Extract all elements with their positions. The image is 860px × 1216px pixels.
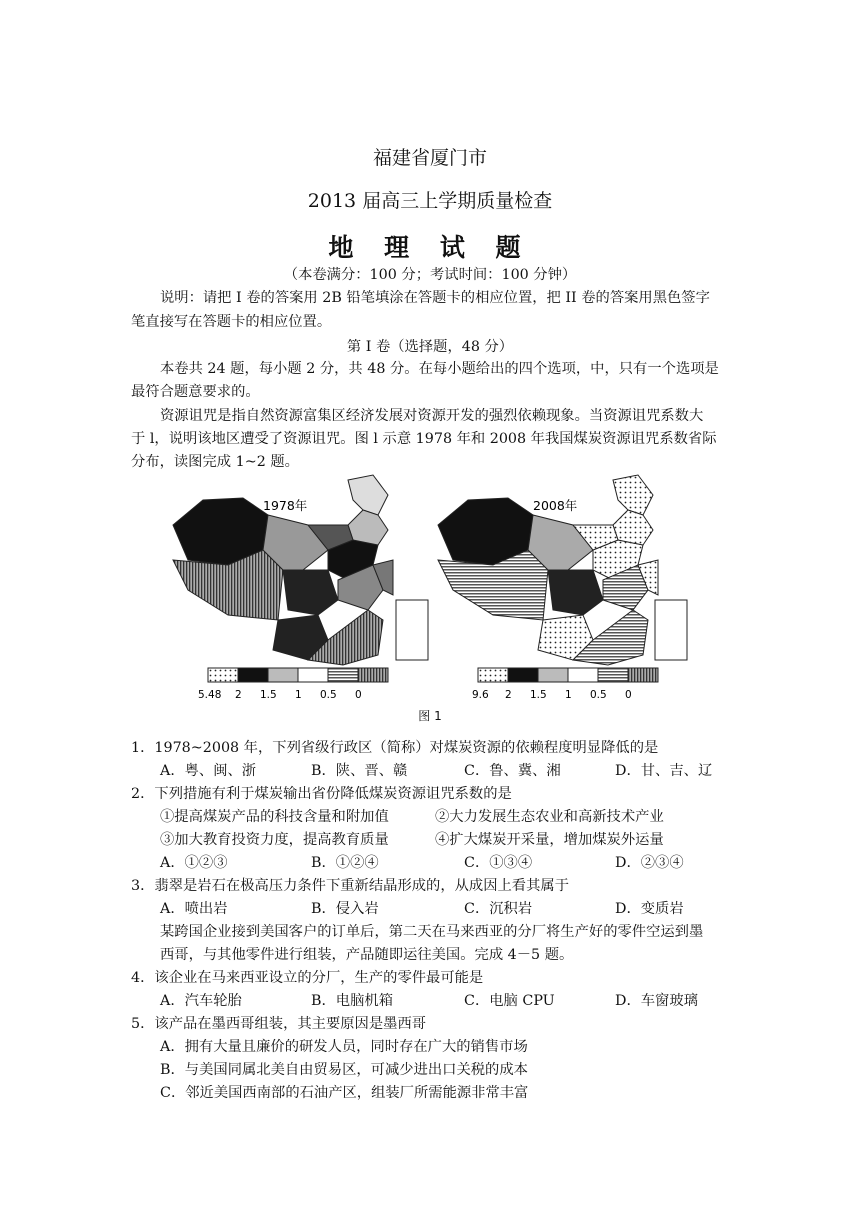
figure-caption: 图 1 <box>418 709 442 723</box>
q4-option-c: C．电脑 CPU <box>464 993 555 1009</box>
map-1978 <box>173 475 428 665</box>
q3-option-c: C．沉积岩 <box>464 901 533 917</box>
map-2008 <box>438 475 687 665</box>
instruction-line-1: 说明：请把 I 卷的答案用 2B 铅笔填涂在答题卡的相应位置，把 II 卷的答案用黑色签字 <box>160 290 710 306</box>
q3-option-a: A．喷出岩 <box>160 901 228 917</box>
q1-stem: 1．1978~2008 年，下列省级行政区（简称）对煤炭资源的依赖程度明显降低的是 <box>131 740 659 756</box>
section-note-line-2: 最符合题意要求的。 <box>131 384 260 400</box>
context-4-5-line-1: 某跨国企业接到美国客户的订单后，第二天在马来西亚的分厂将生产好的零件空运到墨 <box>160 924 704 940</box>
legend-2008-tick-1: 9.6 <box>472 689 489 701</box>
legend-1978 <box>198 668 388 701</box>
q2-statement-2: ②大力发展生态农业和高新技术产业 <box>435 809 664 825</box>
q2-statement-3: ③加大教育投资力度，提高教育质量 <box>160 832 389 848</box>
legend-2008-tick-4: 1 <box>565 689 572 701</box>
legend-1978-tick-1: 5.48 <box>198 689 222 701</box>
legend-2008 <box>472 668 658 701</box>
section-note-line-1: 本卷共 24 题，每小题 2 分，共 48 分。在每小题给出的四个选项，中，只有一个选项是 <box>160 361 719 377</box>
map-2008-year-label: 2008年 <box>533 498 578 513</box>
q5-option-c: C．邻近美国西南部的石油产区，组装厂所需能源非常丰富 <box>160 1085 529 1101</box>
q2-stem: 2．下列措施有利于煤炭输出省份降低煤炭资源诅咒系数的是 <box>131 786 512 802</box>
q5-option-b: B．与美国同属北美自由贸易区，可减少进出口关税的成本 <box>160 1062 528 1078</box>
legend-1978-tick-5: 0.5 <box>320 689 337 701</box>
q1-option-c: C．鲁、冀、湘 <box>464 763 561 779</box>
q5-stem: 5．该产品在墨西哥组装，其主要原因是墨西哥 <box>131 1016 427 1032</box>
legend-1978-tick-4: 1 <box>295 689 302 701</box>
q3-option-b: B．侵入岩 <box>311 901 379 917</box>
q2-option-a: A．①②③ <box>160 855 228 871</box>
china-maps-figure <box>168 470 688 710</box>
q1-option-b: B．陕、晋、赣 <box>311 763 408 779</box>
q4-option-b: B．电脑机箱 <box>311 993 393 1009</box>
q2-statement-4: ④扩大煤炭开采量，增加煤炭外运量 <box>435 832 664 848</box>
province-city-title: 福建省厦门市 <box>372 147 487 169</box>
q1-option-d: D．甘、吉、辽 <box>615 763 713 779</box>
q2-option-c: C．①③④ <box>464 855 533 871</box>
q2-option-d: D．②③④ <box>615 855 684 871</box>
q2-statement-1: ①提高煤炭产品的科技含量和附加值 <box>160 809 389 825</box>
legend-2008-tick-2: 2 <box>505 689 512 701</box>
map-1978-year-label: 1978年 <box>263 498 308 513</box>
q4-option-d: D．车窗玻璃 <box>615 993 698 1009</box>
q3-stem: 3．翡翠是岩石在极高压力条件下重新结晶形成的，从成因上看其属于 <box>131 878 569 894</box>
legend-1978-tick-6: 0 <box>355 689 362 701</box>
legend-1978-tick-2: 2 <box>235 689 242 701</box>
figure-1 <box>168 470 688 730</box>
q3-option-d: D．变质岩 <box>615 901 684 917</box>
intro-line-3: 分布，读图完成 1~2 题。 <box>131 454 299 470</box>
context-4-5-line-2: 西哥，与其他零件进行组装，产品随即运往美国。完成 4－5 题。 <box>160 947 574 963</box>
q2-option-b: B．①②④ <box>311 855 379 871</box>
legend-2008-tick-5: 0.5 <box>590 689 607 701</box>
subject-title: 地 理 试 题 <box>328 233 532 262</box>
intro-line-2: 于 l，说明该地区遭受了资源诅咒。图 l 示意 1978 年和 2008 年我国煤炭资源诅咒系数省际 <box>131 431 717 447</box>
q1-option-a: A．粤、闽、浙 <box>160 763 257 779</box>
score-time-note: （本卷满分：100 分；考试时间：100 分钟） <box>283 267 577 283</box>
legend-2008-tick-3: 1.5 <box>530 689 547 701</box>
q4-stem: 4．该企业在马来西亚设立的分厂，生产的零件最可能是 <box>131 970 484 986</box>
q4-option-a: A．汽车轮胎 <box>160 993 242 1009</box>
legend-1978-tick-3: 1.5 <box>260 689 277 701</box>
section-title: 第 I 卷（选择题，48 分） <box>346 339 514 355</box>
q5-option-a: A．拥有大量且廉价的研发人员，同时存在广大的销售市场 <box>160 1039 528 1055</box>
instruction-line-2: 笔直接写在答题卡的相应位置。 <box>131 314 332 330</box>
exam-title: 2013 届高三上学期质量检查 <box>307 190 553 212</box>
intro-line-1: 资源诅咒是指自然资源富集区经济发展对资源开发的强烈依赖现象。当资源诅咒系数大 <box>160 408 704 424</box>
legend-2008-tick-6: 0 <box>625 689 632 701</box>
